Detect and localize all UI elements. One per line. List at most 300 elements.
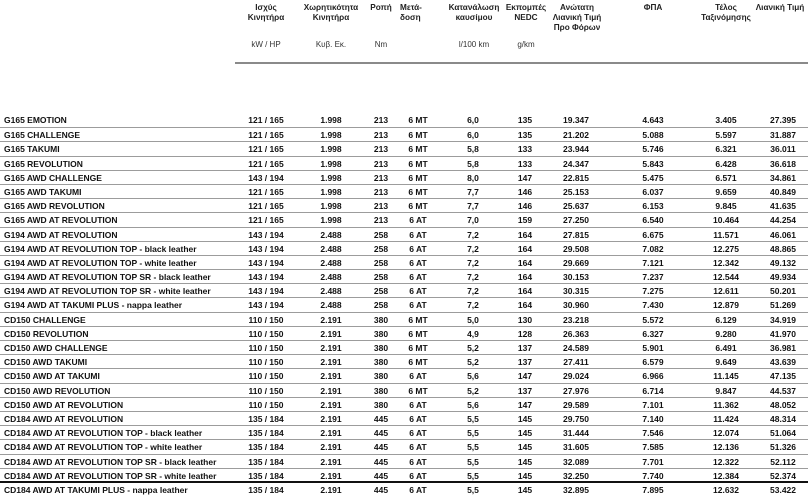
header-transmission-line2: δοση <box>400 13 421 22</box>
table-cell: 110 / 150 <box>248 385 284 396</box>
table-cell: 2.191 <box>320 399 342 410</box>
table-cell: 143 / 194 <box>248 229 284 240</box>
table-cell: 27.411 <box>563 357 589 368</box>
model-name-cell: G165 AWD CHALLENGE <box>4 172 102 183</box>
table-cell: 29.750 <box>563 413 589 424</box>
table-cell: 40.849 <box>770 186 796 197</box>
table-row <box>0 368 808 382</box>
table-cell: 6 AT <box>409 229 427 240</box>
table-cell: 2.488 <box>320 243 342 254</box>
table-cell: 12.342 <box>713 257 739 268</box>
table-cell: 164 <box>517 286 533 297</box>
model-name-cell: G165 REVOLUTION <box>4 158 83 169</box>
table-cell: 24.589 <box>563 343 589 353</box>
table-cell: 36.618 <box>770 158 796 169</box>
table-cell: 6 MT <box>408 144 428 155</box>
table-cell: 6 MT <box>408 314 428 325</box>
table-cell: 6 AT <box>409 243 427 254</box>
table-cell: 213 <box>373 144 389 155</box>
table-cell: 7.275 <box>642 286 664 297</box>
table-cell: 121 / 165 <box>248 158 284 169</box>
model-name-cell: CD184 AWD AT REVOLUTION TOP SR - black leather <box>4 456 217 467</box>
table-cell: 11.571 <box>713 229 739 240</box>
table-cell: 3.405 <box>715 115 737 125</box>
table-cell: 11.424 <box>713 413 739 424</box>
table-cell: 1.998 <box>320 215 342 226</box>
table-cell: 9.649 <box>715 357 737 368</box>
table-cell: 445 <box>373 456 389 467</box>
table-cell: 2.191 <box>320 343 342 353</box>
header-pretax-price-line1: Ανώτατη <box>560 3 594 12</box>
table-cell: 2.488 <box>320 229 342 240</box>
header-displacement <box>298 3 364 23</box>
table-cell: 25.153 <box>563 186 589 197</box>
header-displacement-line2: Κινητήρα <box>312 13 350 22</box>
header-consumption-line2: καυσίμου <box>455 13 493 22</box>
model-name-cell: G194 AWD AT REVOLUTION TOP - white leather <box>4 257 197 268</box>
model-name-cell: G194 AWD AT TAKUMI PLUS - nappa leather <box>4 300 183 311</box>
table-cell: 5.746 <box>642 144 664 155</box>
table-cell: 7,7 <box>467 186 479 197</box>
header-retail-price <box>752 3 808 13</box>
model-name-cell: CD150 AWD AT TAKUMI <box>4 371 100 382</box>
table-row <box>0 397 808 411</box>
table-cell: 6 MT <box>408 115 428 125</box>
model-name-cell: G165 CHALLENGE <box>4 130 81 141</box>
table-cell: 121 / 165 <box>248 115 284 125</box>
table-cell: 6 MT <box>408 328 428 339</box>
table-cell: 48.314 <box>770 413 796 424</box>
table-cell: 30.315 <box>563 286 589 297</box>
table-cell: 2.488 <box>320 300 342 311</box>
table-cell: 7,2 <box>467 243 479 254</box>
table-cell: 6,0 <box>467 130 479 141</box>
table-cell: 110 / 150 <box>248 343 284 353</box>
table-cell: 5,2 <box>467 357 479 368</box>
table-cell: 213 <box>373 186 389 197</box>
table-cell: 44.537 <box>770 385 796 396</box>
table-cell: 6 AT <box>409 484 427 495</box>
table-cell: 380 <box>373 343 389 353</box>
table-cell: 49.132 <box>770 257 796 268</box>
table-cell: 6 AT <box>409 413 427 424</box>
table-cell: 2.191 <box>320 470 342 481</box>
table-cell: 6 AT <box>409 286 427 297</box>
header-registration-tax <box>692 3 760 23</box>
table-cell: 133 <box>517 144 533 155</box>
table-row <box>0 170 808 184</box>
table-cell: 1.998 <box>320 115 342 125</box>
table-cell: 22.815 <box>563 172 589 183</box>
table-cell: 5,5 <box>467 442 479 453</box>
table-cell: 258 <box>373 229 389 240</box>
table-cell: 110 / 150 <box>248 314 284 325</box>
table-cell: 7.237 <box>642 272 664 283</box>
table-cell: 135 / 184 <box>248 484 284 495</box>
table-cell: 44.254 <box>770 215 796 226</box>
table-cell: 128 <box>517 328 533 339</box>
table-cell: 29.024 <box>563 371 589 382</box>
table-cell: 46.061 <box>770 229 796 240</box>
table-cell: 5,5 <box>467 413 479 424</box>
table-cell: 5.572 <box>642 314 664 325</box>
table-cell: 258 <box>373 257 389 268</box>
table-cell: 445 <box>373 484 389 495</box>
header-rule <box>235 62 808 64</box>
table-cell: 32.250 <box>563 470 589 481</box>
table-cell: 48.865 <box>770 243 796 254</box>
table-cell: 135 / 184 <box>248 413 284 424</box>
header-power-line2: Κινητήρα <box>247 13 285 22</box>
table-row <box>0 283 808 297</box>
table-cell: 145 <box>517 413 533 424</box>
table-cell: 9.847 <box>715 385 737 396</box>
table-cell: 137 <box>517 357 533 368</box>
model-name-cell: CD184 AWD AT TAKUMI PLUS - nappa leather <box>4 484 188 495</box>
table-cell: 6.153 <box>642 201 664 212</box>
table-cell: 7,2 <box>467 229 479 240</box>
table-cell: 213 <box>373 115 389 125</box>
header-consumption-line1: Κατανάλωση <box>448 3 500 12</box>
table-cell: 5,5 <box>467 456 479 467</box>
table-cell: 1.998 <box>320 130 342 141</box>
table-cell: 7,2 <box>467 272 479 283</box>
table-cell: 32.089 <box>563 456 589 467</box>
table-cell: 137 <box>517 385 533 396</box>
table-cell: 12.632 <box>713 484 739 495</box>
table-cell: 258 <box>373 300 389 311</box>
table-cell: 6 MT <box>408 357 428 368</box>
model-name-cell: G165 TAKUMI <box>4 144 60 155</box>
header-emissions-unit: g/km <box>517 40 535 49</box>
table-cell: 6.327 <box>642 328 664 339</box>
table-row <box>0 482 808 496</box>
table-cell: 164 <box>517 257 533 268</box>
table-cell: 31.887 <box>770 130 796 141</box>
table-cell: 147 <box>517 172 533 183</box>
table-cell: 50.201 <box>770 286 796 297</box>
table-cell: 7.082 <box>642 243 664 254</box>
model-name-cell: G165 AWD AT REVOLUTION <box>4 215 118 226</box>
table-cell: 12.879 <box>713 300 739 311</box>
table-cell: 7.430 <box>642 300 664 311</box>
table-cell: 9.845 <box>715 201 737 212</box>
table-row <box>0 198 808 212</box>
table-row <box>0 454 808 468</box>
table-cell: 41.635 <box>770 201 796 212</box>
table-cell: 2.191 <box>320 314 342 325</box>
table-cell: 213 <box>373 158 389 169</box>
header-torque-line1: Ροπή <box>370 3 392 12</box>
model-name-cell: G194 AWD AT REVOLUTION TOP - black leather <box>4 243 197 254</box>
table-cell: 380 <box>373 385 389 396</box>
model-name-cell: G194 AWD AT REVOLUTION <box>4 229 118 240</box>
table-cell: 7,7 <box>467 201 479 212</box>
table-row <box>0 141 808 155</box>
table-cell: 47.135 <box>770 371 796 382</box>
table-cell: 380 <box>373 371 389 382</box>
table-cell: 25.637 <box>563 201 589 212</box>
table-cell: 164 <box>517 243 533 254</box>
table-cell: 36.011 <box>770 144 796 155</box>
table-cell: 19.347 <box>563 115 589 125</box>
table-cell: 121 / 165 <box>248 186 284 197</box>
table-cell: 6 MT <box>408 186 428 197</box>
table-cell: 26.363 <box>563 328 589 339</box>
table-cell: 5,8 <box>467 158 479 169</box>
table-cell: 6 MT <box>408 130 428 141</box>
table-cell: 143 / 194 <box>248 272 284 283</box>
table-cell: 7.895 <box>642 484 664 495</box>
table-cell: 7.140 <box>642 413 664 424</box>
table-cell: 147 <box>517 399 533 410</box>
table-cell: 2.191 <box>320 357 342 368</box>
table-cell: 6 MT <box>408 343 428 353</box>
header-retail-price-line1: Λιανική Τιμή <box>755 3 805 12</box>
header-power-unit: kW / HP <box>251 40 281 49</box>
table-cell: 6.321 <box>715 144 737 155</box>
header-torque-unit: Nm <box>374 40 388 49</box>
table-cell: 12.275 <box>713 243 739 254</box>
table-cell: 6.129 <box>715 314 737 325</box>
table-cell: 143 / 194 <box>248 300 284 311</box>
header-pretax-price-line2: Λιανική Τιμή <box>552 13 602 22</box>
table-cell: 1.998 <box>320 186 342 197</box>
table-cell: 258 <box>373 243 389 254</box>
table-cell: 5,2 <box>467 343 479 353</box>
table-cell: 49.934 <box>770 272 796 283</box>
table-cell: 137 <box>517 343 533 353</box>
table-cell: 6 AT <box>409 215 427 226</box>
table-cell: 51.269 <box>770 300 796 311</box>
table-cell: 135 / 184 <box>248 428 284 439</box>
table-cell: 5,0 <box>467 314 479 325</box>
table-cell: 110 / 150 <box>248 357 284 368</box>
table-cell: 2.191 <box>320 371 342 382</box>
table-cell: 27.976 <box>563 385 589 396</box>
table-cell: 27.395 <box>770 115 796 125</box>
table-cell: 29.669 <box>563 257 589 268</box>
model-name-cell: G165 EMOTION <box>4 115 67 125</box>
table-row <box>0 241 808 255</box>
table-cell: 10.464 <box>713 215 739 226</box>
table-row <box>0 326 808 340</box>
table-cell: 135 <box>517 115 533 125</box>
table-cell: 6 MT <box>408 201 428 212</box>
table-row <box>0 383 808 397</box>
table-cell: 9.659 <box>715 186 737 197</box>
table-cell: 6.571 <box>715 172 737 183</box>
header-vat <box>628 3 678 13</box>
table-cell: 12.136 <box>713 442 739 453</box>
table-cell: 2.191 <box>320 413 342 424</box>
header-vat-line1: ΦΠΑ <box>643 3 663 12</box>
table-cell: 445 <box>373 428 389 439</box>
table-cell: 5,5 <box>467 470 479 481</box>
table-cell: 6.540 <box>642 215 664 226</box>
table-row <box>0 156 808 170</box>
header-consumption-unit: l/100 km <box>458 40 490 49</box>
table-row <box>0 312 808 326</box>
table-cell: 145 <box>517 428 533 439</box>
table-row <box>0 269 808 283</box>
table-cell: 213 <box>373 172 389 183</box>
table-cell: 7.701 <box>642 456 664 467</box>
table-row <box>0 255 808 269</box>
table-cell: 159 <box>517 215 533 226</box>
table-cell: 7,2 <box>467 257 479 268</box>
header-registration-tax-line2: Ταξινόμησης <box>701 13 751 22</box>
table-row <box>0 127 808 141</box>
table-cell: 52.112 <box>770 456 796 467</box>
table-cell: 29.589 <box>563 399 589 410</box>
table-cell: 147 <box>517 371 533 382</box>
table-cell: 6 AT <box>409 300 427 311</box>
table-cell: 1.998 <box>320 158 342 169</box>
table-cell: 12.384 <box>713 470 739 481</box>
table-row <box>0 184 808 198</box>
table-cell: 7.546 <box>642 428 664 439</box>
table-cell: 21.202 <box>563 130 589 141</box>
table-cell: 164 <box>517 272 533 283</box>
table-cell: 51.064 <box>770 428 796 439</box>
header-displacement-line1: Χωρητικότητα <box>303 3 359 12</box>
model-name-cell: CD150 AWD TAKUMI <box>4 357 88 368</box>
table-cell: 130 <box>517 314 533 325</box>
table-cell: 29.508 <box>563 243 589 254</box>
table-cell: 31.444 <box>563 428 589 439</box>
table-cell: 145 <box>517 484 533 495</box>
table-cell: 380 <box>373 314 389 325</box>
table-cell: 7.740 <box>642 470 664 481</box>
table-row <box>0 439 808 453</box>
table-cell: 1.998 <box>320 144 342 155</box>
table-cell: 135 / 184 <box>248 456 284 467</box>
table-cell: 145 <box>517 442 533 453</box>
table-cell: 2.191 <box>320 484 342 495</box>
table-cell: 43.639 <box>770 357 796 368</box>
table-cell: 8,0 <box>467 172 479 183</box>
table-cell: 7.121 <box>642 257 664 268</box>
model-name-cell: G194 AWD AT REVOLUTION TOP SR - black leather <box>4 272 211 283</box>
model-name-cell: CD150 REVOLUTION <box>4 328 89 339</box>
table-cell: 1.998 <box>320 172 342 183</box>
model-name-cell: G194 AWD AT REVOLUTION TOP SR - white leather <box>4 286 211 297</box>
table-cell: 12.074 <box>713 428 739 439</box>
table-cell: 6 AT <box>409 257 427 268</box>
model-name-cell: CD150 CHALLENGE <box>4 314 86 325</box>
table-cell: 5,5 <box>467 484 479 495</box>
table-cell: 7,2 <box>467 300 479 311</box>
table-cell: 36.981 <box>770 343 796 353</box>
table-cell: 7.101 <box>642 399 664 410</box>
table-cell: 31.605 <box>563 442 589 453</box>
price-table <box>0 113 808 496</box>
table-cell: 6.491 <box>715 343 737 353</box>
header-consumption <box>446 3 502 23</box>
table-cell: 27.815 <box>563 229 589 240</box>
table-row <box>0 227 808 241</box>
header-emissions-line2: NEDC <box>514 13 538 22</box>
table-cell: 143 / 194 <box>248 257 284 268</box>
model-name-cell: CD184 AWD AT REVOLUTION TOP - black leather <box>4 428 203 439</box>
table-cell: 445 <box>373 470 389 481</box>
table-cell: 213 <box>373 201 389 212</box>
table-header <box>0 0 808 62</box>
table-cell: 2.191 <box>320 428 342 439</box>
table-cell: 6 MT <box>408 172 428 183</box>
table-cell: 121 / 165 <box>248 130 284 141</box>
table-cell: 135 / 184 <box>248 442 284 453</box>
header-transmission-line1: Μετά- <box>400 3 422 12</box>
model-name-cell: G165 AWD REVOLUTION <box>4 201 105 212</box>
table-cell: 5,2 <box>467 385 479 396</box>
table-row <box>0 468 808 482</box>
table-cell: 12.544 <box>713 272 739 283</box>
table-cell: 27.250 <box>563 215 589 226</box>
table-cell: 6.579 <box>642 357 664 368</box>
table-cell: 146 <box>517 201 533 212</box>
table-cell: 213 <box>373 130 389 141</box>
table-cell: 121 / 165 <box>248 144 284 155</box>
header-power <box>236 3 296 23</box>
table-cell: 380 <box>373 399 389 410</box>
table-cell: 213 <box>373 215 389 226</box>
table-cell: 5.843 <box>642 158 664 169</box>
table-cell: 30.153 <box>563 272 589 283</box>
table-cell: 146 <box>517 186 533 197</box>
table-cell: 6 AT <box>409 428 427 439</box>
table-cell: 2.191 <box>320 456 342 467</box>
model-name-cell: CD150 AWD CHALLENGE <box>4 343 108 353</box>
table-cell: 5,6 <box>467 399 479 410</box>
table-row <box>0 340 808 354</box>
table-cell: 5.088 <box>642 130 664 141</box>
table-cell: 5.901 <box>642 343 664 353</box>
table-cell: 48.052 <box>770 399 796 410</box>
table-cell: 110 / 150 <box>248 399 284 410</box>
table-cell: 145 <box>517 470 533 481</box>
table-cell: 6.037 <box>642 186 664 197</box>
table-row <box>0 354 808 368</box>
table-cell: 258 <box>373 286 389 297</box>
table-cell: 6.714 <box>642 385 664 396</box>
header-emissions <box>504 3 548 23</box>
table-cell: 7,0 <box>467 215 479 226</box>
table-row <box>0 411 808 425</box>
table-cell: 23.944 <box>563 144 589 155</box>
table-cell: 135 <box>517 130 533 141</box>
table-cell: 2.191 <box>320 328 342 339</box>
table-cell: 52.374 <box>770 470 796 481</box>
model-name-cell: CD184 AWD AT REVOLUTION <box>4 413 124 424</box>
table-cell: 6 AT <box>409 399 427 410</box>
table-cell: 12.322 <box>713 456 739 467</box>
table-cell: 6 AT <box>409 371 427 382</box>
table-cell: 9.280 <box>715 328 737 339</box>
table-cell: 380 <box>373 357 389 368</box>
table-cell: 6 AT <box>409 442 427 453</box>
table-cell: 24.347 <box>563 158 589 169</box>
table-cell: 5,5 <box>467 428 479 439</box>
header-power-line1: Ισχύς <box>255 3 277 12</box>
header-pretax-price <box>548 3 606 33</box>
table-cell: 53.422 <box>770 484 796 495</box>
table-cell: 7.585 <box>642 442 664 453</box>
table-cell: 23.218 <box>563 314 589 325</box>
table-cell: 135 / 184 <box>248 470 284 481</box>
table-cell: 380 <box>373 328 389 339</box>
